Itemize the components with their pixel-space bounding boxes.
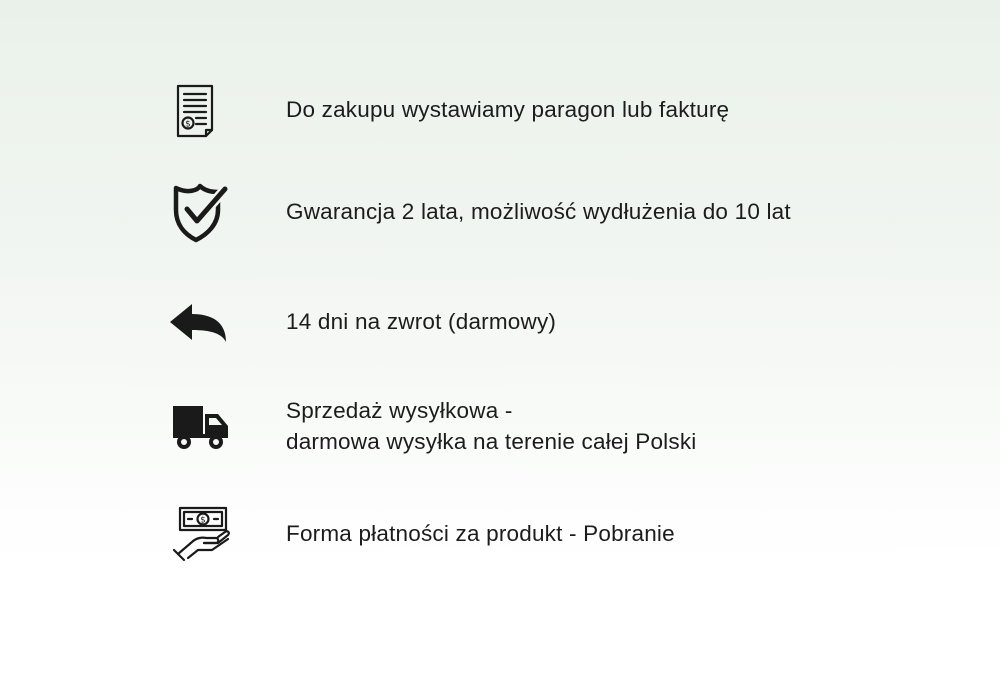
- cash-hand-icon: [168, 502, 232, 566]
- svg-text:$: $: [200, 515, 206, 526]
- return-arrow-icon: [168, 292, 232, 356]
- feature-line: Gwarancja 2 lata, możliwość wydłużenia do 10 lat: [286, 199, 791, 224]
- shield-check-icon: [168, 180, 232, 244]
- feature-line: Sprzedaż wysyłkowa -: [286, 398, 513, 423]
- feature-text: [286, 306, 556, 337]
- feature-line: Forma płatności za produkt - Pobranie: [286, 521, 675, 546]
- feature-text: [286, 395, 696, 457]
- delivery-truck-icon: [168, 394, 232, 458]
- receipt-icon: [168, 78, 232, 142]
- feature-line: darmowa wysyłka na terenie całej Polski: [286, 429, 697, 454]
- feature-text: [286, 94, 729, 125]
- feature-text: [286, 196, 791, 227]
- feature-line: Do zakupu wystawiamy paragon lub fakturę: [286, 97, 730, 122]
- feature-line: 14 dni na zwrot (darmowy): [286, 309, 557, 334]
- svg-text:$: $: [185, 119, 191, 130]
- feature-text: [286, 518, 675, 549]
